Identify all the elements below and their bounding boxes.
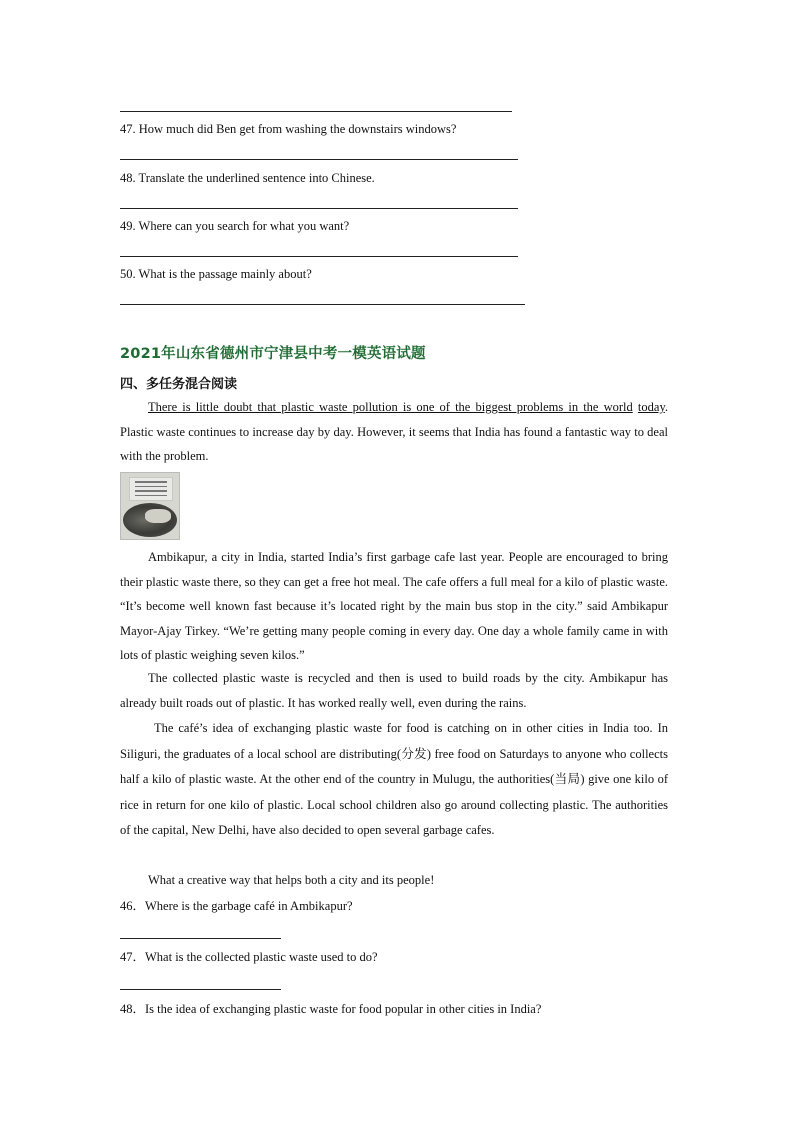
underlined-sentence: There is little doubt that plastic waste pollution is one of the biggest problems in the world — [148, 400, 633, 414]
answer-line — [120, 304, 525, 305]
paragraph-1 — [120, 395, 668, 469]
answer-line — [120, 256, 518, 257]
food-graphic — [145, 509, 171, 523]
paragraph-1-rest: . Plastic waste continues to increase day by day. However, it seems that India has found a fantastic way to deal with the problem. — [120, 400, 669, 463]
sign-graphic — [129, 477, 173, 501]
answer-line — [120, 208, 518, 209]
exam-title: 2021年山东省德州市宁津县中考一模英语试题 — [120, 346, 426, 362]
garbage-cafe-photo — [120, 472, 180, 540]
question-47-top: 47. How much did Ben get from washing the downstairs windows? — [120, 122, 457, 136]
answer-line — [120, 111, 512, 112]
paragraph-4-text: The café’s idea of exchanging plastic waste for food is catching on in other cities in India too. In Siliguri, the graduates of a local school are distributing(分发) free food on Saturdays to anyone who collects half a kilo of plastic waste. At the other end of the country in Mulugu, the authorities(当局) give one kilo of rice in return for one kilo of plastic. Local school children also go around collecting plastic. The authorities of the capital, New Delhi, have also decided to open several garbage cafes. — [120, 721, 668, 837]
question-47: 47．What is the collected plastic waste used to do? — [120, 950, 378, 964]
underlined-sentence-end: today — [637, 400, 665, 414]
answer-line — [120, 989, 281, 990]
paragraph-2-text: Ambikapur, a city in India, started India’s first garbage cafe last year. People are encouraged to bring their plastic waste there, so they can get a free hot meal. The cafe offers a full meal for a kilo of plastic waste. “It’s become well known fast because it’s located right by the main bus stop in the city.” said Ambikapur Mayor-Ajay Tirkey. “We’re getting many people coming in every day. One day a whole family came in with lots of plastic weighing seven kilos.” — [120, 550, 668, 662]
paragraph-3-text: The collected plastic waste is recycled and then is used to build roads by the city. Ambikapur has already built roads out of plastic. It has worked really well, even during the rains. — [120, 671, 668, 710]
paragraph-5 — [120, 868, 668, 893]
question-48: 48．Is the idea of exchanging plastic waste for food popular in other cities in India? — [120, 1002, 542, 1016]
question-46: 46．Where is the garbage café in Ambikapur? — [120, 899, 353, 913]
paragraph-5-text: What a creative way that helps both a city and its people! — [148, 873, 435, 887]
question-48-top: 48. Translate the underlined sentence into Chinese. — [120, 171, 375, 185]
answer-line — [120, 938, 281, 939]
question-50-top: 50. What is the passage mainly about? — [120, 267, 312, 281]
answer-line — [120, 159, 518, 160]
paragraph-2 — [120, 545, 668, 668]
paragraph-4 — [120, 716, 668, 844]
section-heading: 四、多任务混合阅读 — [120, 377, 238, 392]
question-49-top: 49. Where can you search for what you want? — [120, 219, 350, 233]
paragraph-3 — [120, 666, 668, 715]
